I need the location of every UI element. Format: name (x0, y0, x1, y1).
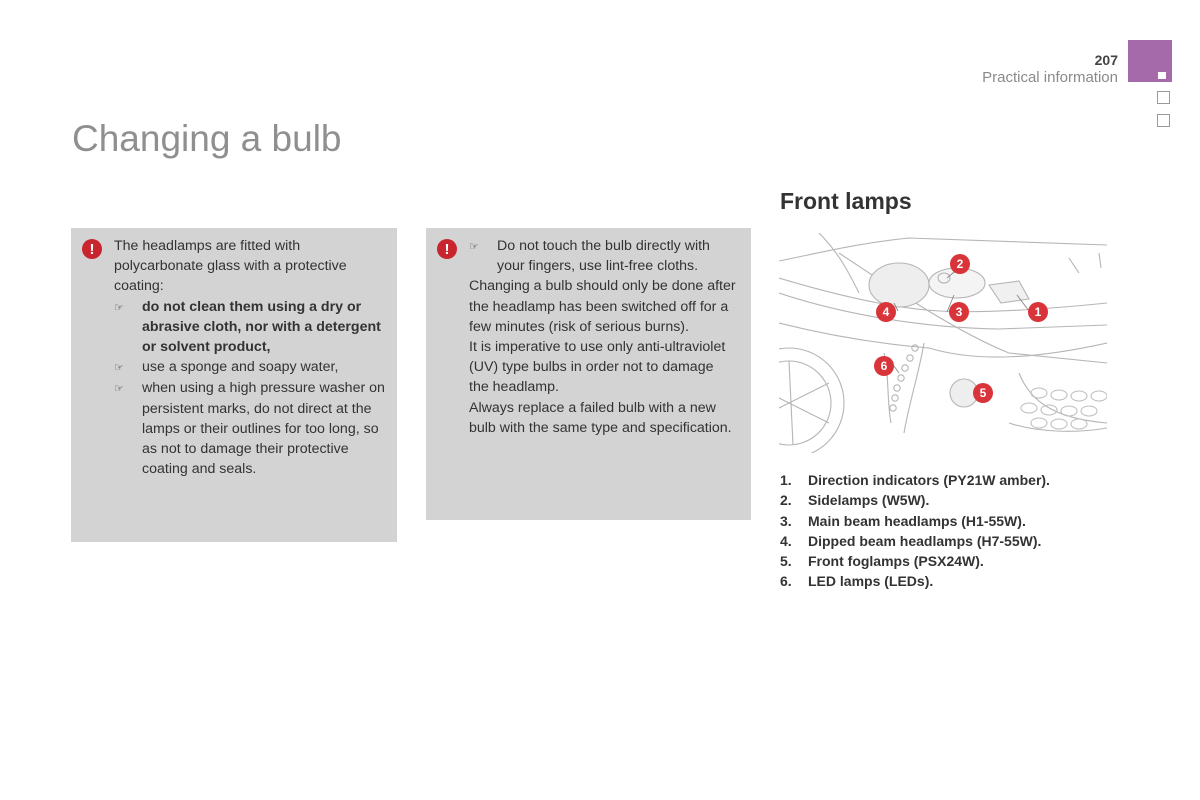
callout-label: 1 (1034, 305, 1042, 319)
bullet-text: when using a high pressure washer on persistent marks, do not direct at the lamps or their outlines for too long, so as not to damage their protective coating and seals. (142, 380, 385, 478)
chapter-tab-marker (1158, 72, 1166, 79)
chapter-tab-box[interactable] (1157, 114, 1170, 127)
callout-2 (950, 254, 970, 274)
list-item: 1. Direction indicators (PY21W amber). (780, 472, 1050, 488)
bullet-text: do not clean them using a dry or abrasive cloth, nor with a detergent or solvent product, (142, 298, 381, 356)
section-heading: Front lamps (780, 188, 912, 214)
callout-label: 2 (956, 257, 964, 271)
paragraph: Changing a bulb should only be done after the headlamp has been switched off for a few minutes (risk of serious burns). (469, 278, 736, 335)
chapter-tab-box[interactable] (1157, 91, 1170, 104)
callout-label: 5 (979, 386, 987, 400)
callout-label: 6 (880, 359, 888, 373)
callout-5 (973, 383, 993, 403)
callout-label: 3 (955, 305, 963, 319)
bulb-list (780, 470, 1050, 592)
list-item: 4. Dipped beam headlamps (H7-55W). (780, 532, 1042, 549)
list-item (114, 297, 390, 358)
pointing-hand-icon: ☞ (114, 362, 124, 375)
warning-icon: ! (437, 239, 457, 259)
callout-6 (874, 356, 894, 376)
warning-intro: The headlamps are fitted with polycarbonate glass with a protective coating: (114, 238, 347, 295)
warning-icon: ! (82, 239, 102, 259)
page-title: Changing a bulb (72, 118, 342, 159)
bullet-text: Do not touch the bulb directly with your fingers, use lint-free cloths. (497, 238, 710, 275)
list-item (114, 357, 390, 378)
list-item: 5. Front foglamps (PSX24W). (780, 553, 984, 570)
list-item (114, 378, 390, 479)
paragraph: Always replace a failed bulb with a new bulb with the same type and specification. (469, 399, 732, 436)
pointing-hand-icon: ☞ (114, 383, 124, 396)
section-name: Practical information (982, 69, 1118, 86)
paragraph: It is imperative to use only anti-ultraviolet (UV) type bulbs in order not to damage the headlamp. (469, 339, 726, 396)
list-item: 3. Main beam headlamps (H1-55W). (780, 512, 1026, 529)
list-item (469, 236, 737, 276)
pointing-hand-icon: ☞ (114, 301, 124, 314)
callout-3 (949, 302, 969, 322)
bullet-text: use a sponge and soapy water, (142, 359, 339, 376)
list-item: 6. LED lamps (LEDs). (780, 573, 934, 590)
warning-text-left (114, 236, 390, 479)
pointing-hand-icon: ☞ (469, 241, 479, 253)
list-item: 2. Sidelamps (W5W). (780, 492, 930, 509)
front-lamps-diagram (779, 233, 1107, 453)
callout-4 (876, 302, 896, 322)
callout-1 (1028, 302, 1048, 322)
warning-text-middle (469, 236, 737, 438)
page-number: 207 (1094, 52, 1118, 68)
callout-label: 4 (882, 305, 890, 319)
